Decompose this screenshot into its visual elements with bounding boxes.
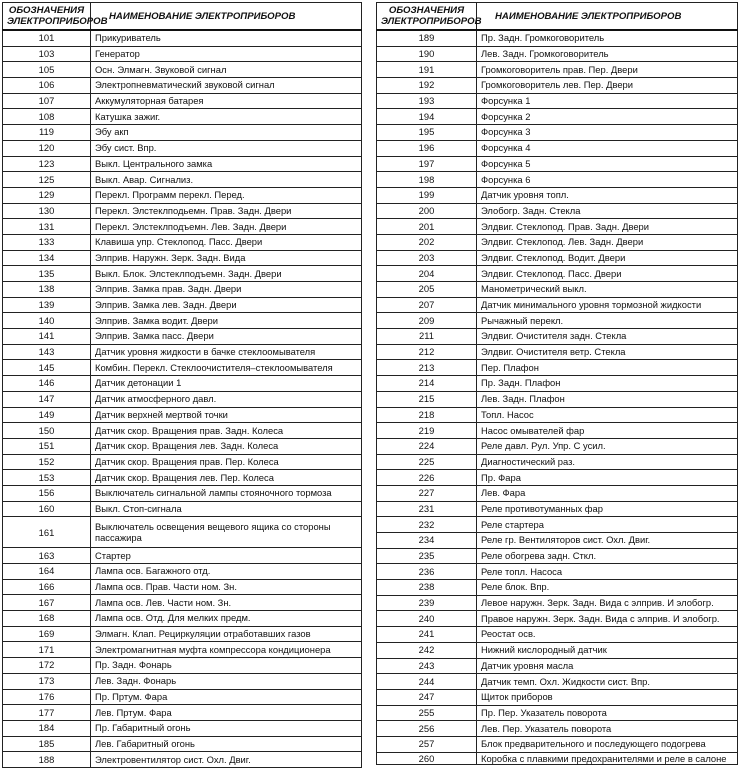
component-code: 169 bbox=[3, 626, 91, 642]
component-code: 134 bbox=[3, 250, 91, 266]
component-name: Пр. Задн. Фонарь bbox=[91, 658, 362, 674]
component-name: Нижний кислородный датчик bbox=[477, 642, 738, 658]
component-name: Аккумуляторная батарея bbox=[91, 93, 362, 109]
component-name: Рычажный перекл. bbox=[477, 313, 738, 329]
component-name: Электромагнитная муфта компрессора кондиционера bbox=[91, 642, 362, 658]
component-name: Датчик атмосферного давл. bbox=[91, 391, 362, 407]
component-code: 227 bbox=[377, 485, 477, 501]
component-code: 188 bbox=[3, 752, 91, 768]
table-row bbox=[3, 266, 362, 282]
component-name: Датчик верхней мертвой точки bbox=[91, 407, 362, 423]
component-name: Эбу сист. Впр. bbox=[91, 140, 362, 156]
table-row bbox=[377, 140, 738, 156]
component-name: Комбин. Перекл. Стеклоочистителя–стеклоомывателя bbox=[91, 360, 362, 376]
table-row bbox=[3, 595, 362, 611]
component-name: Датчик минимального уровня тормозной жидкости bbox=[477, 297, 738, 313]
component-code: 213 bbox=[377, 360, 477, 376]
table-row bbox=[3, 344, 362, 360]
table-row bbox=[377, 250, 738, 266]
component-name: Лев. Фара bbox=[477, 485, 738, 501]
component-name: Пр. Габаритный огонь bbox=[91, 720, 362, 736]
table-row bbox=[3, 626, 362, 642]
table-row bbox=[3, 736, 362, 752]
component-name: Осн. Элмагн. Звуковой сигнал bbox=[91, 62, 362, 78]
component-code: 218 bbox=[377, 407, 477, 423]
table-row bbox=[3, 250, 362, 266]
component-code: 225 bbox=[377, 454, 477, 470]
component-code: 198 bbox=[377, 172, 477, 188]
component-name: Катушка зажиг. bbox=[91, 109, 362, 125]
table-row bbox=[377, 30, 738, 46]
component-code: 150 bbox=[3, 423, 91, 439]
component-name: Элприв. Замка прав. Задн. Двери bbox=[91, 282, 362, 298]
component-code: 201 bbox=[377, 219, 477, 235]
component-name: Выкл. Блок. Элстеклподъемн. Задн. Двери bbox=[91, 266, 362, 282]
component-code: 196 bbox=[377, 140, 477, 156]
table-row bbox=[377, 46, 738, 62]
component-code: 239 bbox=[377, 595, 477, 611]
component-code: 123 bbox=[3, 156, 91, 172]
table-row bbox=[377, 187, 738, 203]
component-name: Датчик уровня масла bbox=[477, 658, 738, 674]
table-row bbox=[377, 125, 738, 141]
component-code: 214 bbox=[377, 376, 477, 392]
table-row bbox=[3, 297, 362, 313]
component-code: 166 bbox=[3, 579, 91, 595]
component-name: Левое наружн. Зерк. Задн. Вида с элприв. И элобогр. bbox=[477, 595, 738, 611]
component-code: 211 bbox=[377, 329, 477, 345]
component-code: 203 bbox=[377, 250, 477, 266]
component-code: 238 bbox=[377, 580, 477, 596]
component-code: 107 bbox=[3, 93, 91, 109]
code-header bbox=[3, 3, 108, 31]
table-row bbox=[3, 203, 362, 219]
name-header: НАИМЕНОВАНИЕ ЭЛЕКТРОПРИБОРОВ bbox=[477, 3, 738, 31]
table-row bbox=[377, 234, 738, 250]
code-header-line1: ОБОЗНАЧЕНИЯ bbox=[388, 5, 465, 16]
component-name: Лев. Задн. Плафон bbox=[477, 391, 738, 407]
table-row bbox=[377, 548, 738, 564]
component-code: 205 bbox=[377, 282, 477, 298]
table-row bbox=[3, 454, 362, 470]
component-name: Выкл. Центрального замка bbox=[91, 156, 362, 172]
component-name: Форсунка 2 bbox=[477, 109, 738, 125]
component-code: 153 bbox=[3, 470, 91, 486]
component-code: 171 bbox=[3, 642, 91, 658]
component-name: Элдвиг. Стеклопод. Водит. Двери bbox=[477, 250, 738, 266]
component-name: Датчик детонации 1 bbox=[91, 376, 362, 392]
component-name: Форсунка 5 bbox=[477, 156, 738, 172]
component-code: 192 bbox=[377, 78, 477, 94]
component-name: Лев. Габаритный огонь bbox=[91, 736, 362, 752]
component-name: Датчик уровня топл. bbox=[477, 187, 738, 203]
component-code: 108 bbox=[3, 109, 91, 125]
table-row bbox=[3, 564, 362, 580]
component-code: 236 bbox=[377, 564, 477, 580]
component-name: Пр. Задн. Плафон bbox=[477, 376, 738, 392]
table-row bbox=[377, 62, 738, 78]
table-row bbox=[377, 423, 738, 439]
component-name: Реле противотуманных фар bbox=[477, 501, 738, 517]
component-name: Лев. Пер. Указатель поворота bbox=[477, 721, 738, 737]
component-code: 101 bbox=[3, 30, 91, 46]
component-name: Громкоговоритель прав. Пер. Двери bbox=[477, 62, 738, 78]
component-name: Перекл. Элстеклподьемн. Прав. Задн. Двери bbox=[91, 203, 362, 219]
name-header: НАИМЕНОВАНИЕ ЭЛЕКТРОПРИБОРОВ bbox=[91, 3, 362, 31]
left-table-body bbox=[3, 30, 362, 767]
table-row bbox=[377, 344, 738, 360]
component-name: Элприв. Наружн. Зерк. Задн. Вида bbox=[91, 250, 362, 266]
table-row bbox=[377, 407, 738, 423]
table-row bbox=[377, 329, 738, 345]
component-name: Пр. Задн. Громкоговоритель bbox=[477, 30, 738, 46]
component-code: 207 bbox=[377, 297, 477, 313]
component-name: Реле стартера bbox=[477, 517, 738, 533]
table-row bbox=[3, 407, 362, 423]
component-name: Датчик скор. Вращения лев. Задн. Колеса bbox=[91, 438, 362, 454]
table-row bbox=[3, 93, 362, 109]
component-code: 141 bbox=[3, 329, 91, 345]
table-row bbox=[3, 501, 362, 517]
component-name: Стартер bbox=[91, 548, 362, 564]
component-code: 177 bbox=[3, 705, 91, 721]
table-row bbox=[377, 721, 738, 737]
component-name: Форсунка 3 bbox=[477, 125, 738, 141]
component-name: Датчик темп. Охл. Жидкости сист. Впр. bbox=[477, 674, 738, 690]
right-table-body bbox=[377, 30, 738, 764]
component-code: 135 bbox=[3, 266, 91, 282]
component-code: 241 bbox=[377, 627, 477, 643]
component-code: 164 bbox=[3, 564, 91, 580]
table-row bbox=[377, 580, 738, 596]
table-row bbox=[3, 30, 362, 46]
table-row bbox=[3, 673, 362, 689]
table-row bbox=[3, 62, 362, 78]
component-code: 120 bbox=[3, 140, 91, 156]
component-code: 167 bbox=[3, 595, 91, 611]
component-code: 146 bbox=[3, 376, 91, 392]
table-row bbox=[377, 485, 738, 501]
component-name: Реле топл. Насоса bbox=[477, 564, 738, 580]
table-row bbox=[3, 485, 362, 501]
component-code: 147 bbox=[3, 391, 91, 407]
table-row bbox=[3, 517, 362, 548]
code-header bbox=[377, 3, 482, 31]
table-row bbox=[3, 611, 362, 627]
component-name: Элдвиг. Очистителя ветр. Стекла bbox=[477, 344, 738, 360]
table-row bbox=[3, 109, 362, 125]
table-row bbox=[377, 172, 738, 188]
component-code: 197 bbox=[377, 156, 477, 172]
component-name: Топл. Насос bbox=[477, 407, 738, 423]
component-code: 125 bbox=[3, 172, 91, 188]
component-name: Лампа осв. Прав. Части ном. Зн. bbox=[91, 579, 362, 595]
component-name: Пр. Пер. Указатель поворота bbox=[477, 705, 738, 721]
table-row bbox=[377, 689, 738, 705]
component-name: Пр. Пртум. Фара bbox=[91, 689, 362, 705]
component-code: 193 bbox=[377, 93, 477, 109]
component-name: Реле блок. Впр. bbox=[477, 580, 738, 596]
table-row bbox=[377, 611, 738, 627]
table-row bbox=[377, 705, 738, 721]
component-code: 139 bbox=[3, 297, 91, 313]
component-name: Выкл. Авар. Сигнализ. bbox=[91, 172, 362, 188]
component-name: Датчик скор. Вращения прав. Пер. Колеса bbox=[91, 454, 362, 470]
component-name: Датчик уровня жидкости в бачке стеклоомывателя bbox=[91, 344, 362, 360]
component-name: Выключатель освещения вещевого ящика со стороны пассажира bbox=[91, 517, 362, 548]
table-row bbox=[3, 376, 362, 392]
component-code: 256 bbox=[377, 721, 477, 737]
component-name: Лампа осв. Отд. Для мелких предм. bbox=[91, 611, 362, 627]
component-code: 232 bbox=[377, 517, 477, 533]
table-row bbox=[377, 470, 738, 486]
table-row bbox=[3, 187, 362, 203]
table-row bbox=[377, 313, 738, 329]
component-code: 226 bbox=[377, 470, 477, 486]
table-row bbox=[377, 391, 738, 407]
component-name: Перекл. Программ перекл. Перед. bbox=[91, 187, 362, 203]
table-row bbox=[3, 720, 362, 736]
component-name: Коробка с плавкими предохранителями и реле в салоне bbox=[477, 752, 738, 764]
component-code: 173 bbox=[3, 673, 91, 689]
component-name: Лев. Пртум. Фара bbox=[91, 705, 362, 721]
component-code: 255 bbox=[377, 705, 477, 721]
component-code: 190 bbox=[377, 46, 477, 62]
table-row bbox=[3, 642, 362, 658]
component-code: 235 bbox=[377, 548, 477, 564]
component-name: Лев. Задн. Громкоговоритель bbox=[477, 46, 738, 62]
table-row bbox=[377, 736, 738, 752]
component-code: 160 bbox=[3, 501, 91, 517]
table-row bbox=[3, 234, 362, 250]
component-code: 231 bbox=[377, 501, 477, 517]
component-code: 219 bbox=[377, 423, 477, 439]
table-row bbox=[377, 78, 738, 94]
component-code: 204 bbox=[377, 266, 477, 282]
code-header-line2: ЭЛЕКТРОПРИБОРОВ bbox=[381, 16, 482, 27]
component-name: Клавиша упр. Стеклопод. Пасс. Двери bbox=[91, 234, 362, 250]
table-row bbox=[3, 313, 362, 329]
component-code: 149 bbox=[3, 407, 91, 423]
component-code: 138 bbox=[3, 282, 91, 298]
code-header-line1: ОБОЗНАЧЕНИЯ bbox=[8, 5, 85, 16]
table-row bbox=[377, 501, 738, 517]
table-row bbox=[377, 752, 738, 764]
component-code: 244 bbox=[377, 674, 477, 690]
component-code: 242 bbox=[377, 642, 477, 658]
component-name: Правое наружн. Зерк. Задн. Вида с элприв. И элобогр. bbox=[477, 611, 738, 627]
component-code: 119 bbox=[3, 125, 91, 141]
component-code: 189 bbox=[377, 30, 477, 46]
table-row bbox=[3, 752, 362, 768]
table-row bbox=[377, 93, 738, 109]
component-name: Выключатель сигнальной лампы стояночного тормоза bbox=[91, 485, 362, 501]
component-name: Электровентилятор сист. Охл. Двиг. bbox=[91, 752, 362, 768]
table-row bbox=[3, 579, 362, 595]
component-name: Громкоговоритель лев. Пер. Двери bbox=[477, 78, 738, 94]
component-code: 185 bbox=[3, 736, 91, 752]
component-code: 194 bbox=[377, 109, 477, 125]
component-name: Элдвиг. Стеклопод. Пасс. Двери bbox=[477, 266, 738, 282]
component-code: 161 bbox=[3, 517, 91, 548]
table-row bbox=[3, 125, 362, 141]
component-name: Манометрический выкл. bbox=[477, 282, 738, 298]
component-code: 130 bbox=[3, 203, 91, 219]
component-code: 243 bbox=[377, 658, 477, 674]
component-name: Эбу акп bbox=[91, 125, 362, 141]
component-code: 247 bbox=[377, 689, 477, 705]
component-name: Датчик скор. Вращения прав. Задн. Колеса bbox=[91, 423, 362, 439]
component-name: Элприв. Замка пасс. Двери bbox=[91, 329, 362, 345]
component-name: Форсунка 1 bbox=[477, 93, 738, 109]
component-code: 163 bbox=[3, 548, 91, 564]
component-name: Перекл. Элстеклподъемн. Лев. Задн. Двери bbox=[91, 219, 362, 235]
component-name: Элдвиг. Стеклопод. Прав. Задн. Двери bbox=[477, 219, 738, 235]
component-name: Диагностический раз. bbox=[477, 454, 738, 470]
table-row bbox=[3, 705, 362, 721]
table-row bbox=[3, 391, 362, 407]
component-name: Генератор bbox=[91, 46, 362, 62]
component-name: Насос омывателей фар bbox=[477, 423, 738, 439]
table-row bbox=[377, 282, 738, 298]
header-row bbox=[377, 3, 738, 31]
component-code: 257 bbox=[377, 736, 477, 752]
component-name: Элдвиг. Очистителя задн. Стекла bbox=[477, 329, 738, 345]
component-code: 131 bbox=[3, 219, 91, 235]
table-row bbox=[377, 642, 738, 658]
component-code: 195 bbox=[377, 125, 477, 141]
table-row bbox=[377, 564, 738, 580]
component-name: Элприв. Замка лев. Задн. Двери bbox=[91, 297, 362, 313]
component-code: 212 bbox=[377, 344, 477, 360]
table-row bbox=[377, 203, 738, 219]
component-code: 200 bbox=[377, 203, 477, 219]
component-code: 156 bbox=[3, 485, 91, 501]
component-code: 215 bbox=[377, 391, 477, 407]
code-header-line2: ЭЛЕКТРОПРИБОРОВ bbox=[7, 16, 108, 27]
component-name: Элмагн. Клап. Рециркуляции отработавших газов bbox=[91, 626, 362, 642]
component-code: 140 bbox=[3, 313, 91, 329]
component-code: 151 bbox=[3, 438, 91, 454]
component-name: Элдвиг. Стеклопод. Лев. Задн. Двери bbox=[477, 234, 738, 250]
component-code: 176 bbox=[3, 689, 91, 705]
table-row bbox=[3, 438, 362, 454]
component-name: Щиток приборов bbox=[477, 689, 738, 705]
table-row bbox=[3, 219, 362, 235]
component-name: Пр. Фара bbox=[477, 470, 738, 486]
component-code: 191 bbox=[377, 62, 477, 78]
component-name: Элобогр. Задн. Стекла bbox=[477, 203, 738, 219]
table-row bbox=[377, 517, 738, 533]
component-name: Лампа осв. Лев. Части ном. Зн. bbox=[91, 595, 362, 611]
table-row bbox=[377, 438, 738, 454]
header-row bbox=[3, 3, 362, 31]
component-code: 105 bbox=[3, 62, 91, 78]
component-code: 129 bbox=[3, 187, 91, 203]
table-row bbox=[3, 423, 362, 439]
table-row bbox=[377, 658, 738, 674]
table-row bbox=[3, 548, 362, 564]
component-name: Реостат осв. bbox=[477, 627, 738, 643]
table-row bbox=[377, 297, 738, 313]
component-name: Лампа осв. Багажного отд. bbox=[91, 564, 362, 580]
table-row bbox=[3, 689, 362, 705]
component-name: Пер. Плафон bbox=[477, 360, 738, 376]
component-name: Датчик скор. Вращения лев. Пер. Колеса bbox=[91, 470, 362, 486]
table-row bbox=[377, 360, 738, 376]
left-table bbox=[2, 2, 362, 768]
component-code: 199 bbox=[377, 187, 477, 203]
component-code: 224 bbox=[377, 438, 477, 454]
component-code: 184 bbox=[3, 720, 91, 736]
component-code: 260 bbox=[377, 752, 477, 764]
component-name: Реле гр. Вентиляторов сист. Охл. Двиг. bbox=[477, 533, 738, 549]
component-code: 152 bbox=[3, 454, 91, 470]
table-row bbox=[3, 140, 362, 156]
component-code: 202 bbox=[377, 234, 477, 250]
table-row bbox=[377, 376, 738, 392]
table-row bbox=[3, 172, 362, 188]
component-code: 143 bbox=[3, 344, 91, 360]
component-code: 168 bbox=[3, 611, 91, 627]
component-name: Реле давл. Рул. Упр. С усил. bbox=[477, 438, 738, 454]
table-row bbox=[377, 156, 738, 172]
table-row bbox=[3, 329, 362, 345]
table-row bbox=[377, 219, 738, 235]
component-code: 240 bbox=[377, 611, 477, 627]
component-name: Элприв. Замка водит. Двери bbox=[91, 313, 362, 329]
table-row bbox=[377, 109, 738, 125]
table-row bbox=[3, 156, 362, 172]
table-row bbox=[377, 595, 738, 611]
table-row bbox=[377, 266, 738, 282]
component-name: Выкл. Стоп-сигнала bbox=[91, 501, 362, 517]
component-name: Блок предварительного и последующего подогрева bbox=[477, 736, 738, 752]
table-row bbox=[377, 454, 738, 470]
right-table bbox=[376, 2, 738, 765]
component-code: 172 bbox=[3, 658, 91, 674]
table-row bbox=[3, 360, 362, 376]
table-row bbox=[377, 533, 738, 549]
component-code: 145 bbox=[3, 360, 91, 376]
component-name: Форсунка 6 bbox=[477, 172, 738, 188]
component-name: Реле обогрева задн. Сткл. bbox=[477, 548, 738, 564]
component-name: Лев. Задн. Фонарь bbox=[91, 673, 362, 689]
table-row bbox=[3, 658, 362, 674]
component-name: Форсунка 4 bbox=[477, 140, 738, 156]
component-code: 209 bbox=[377, 313, 477, 329]
table-row bbox=[377, 674, 738, 690]
component-code: 133 bbox=[3, 234, 91, 250]
component-code: 234 bbox=[377, 533, 477, 549]
table-row bbox=[377, 627, 738, 643]
table-row bbox=[3, 78, 362, 94]
table-row bbox=[3, 46, 362, 62]
table-row bbox=[3, 470, 362, 486]
table-row bbox=[3, 282, 362, 298]
component-name: Электропневматический звуковой сигнал bbox=[91, 78, 362, 94]
component-code: 103 bbox=[3, 46, 91, 62]
component-name: Прикуриватель bbox=[91, 30, 362, 46]
component-code: 106 bbox=[3, 78, 91, 94]
